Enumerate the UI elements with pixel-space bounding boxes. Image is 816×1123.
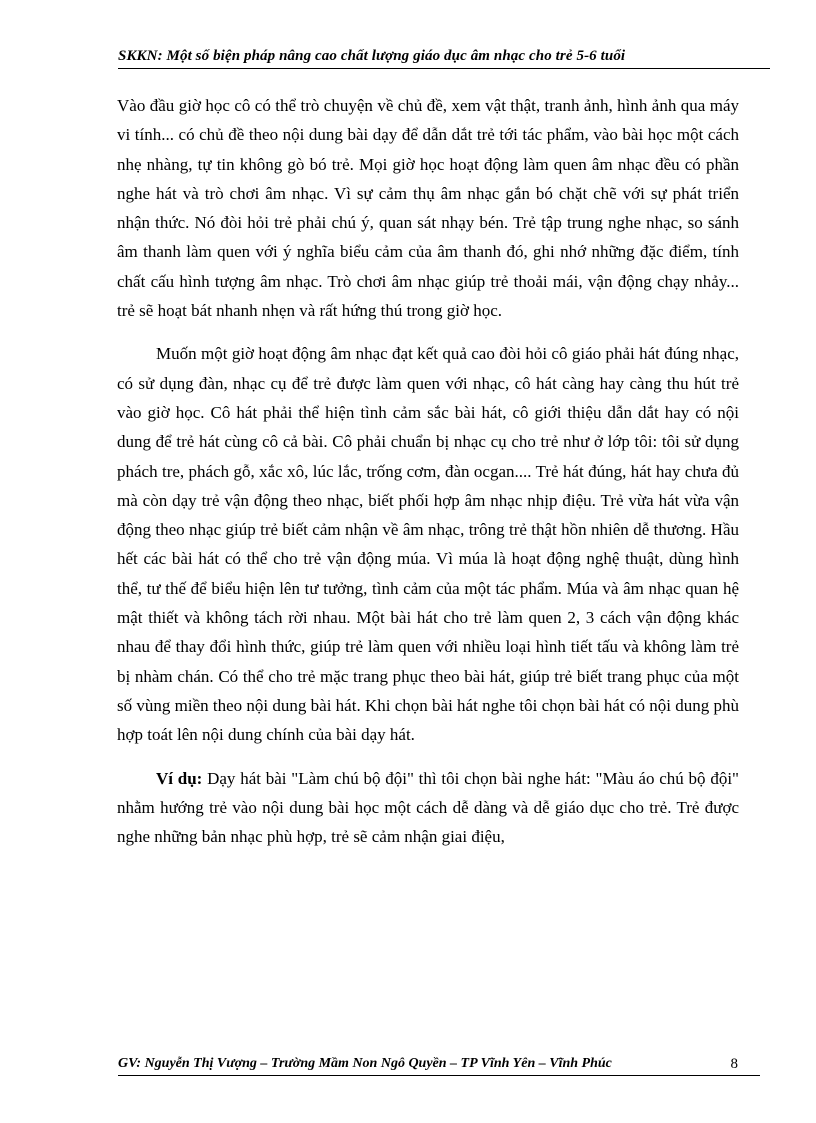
paragraph-3-text: Dạy hát bài "Làm chú bộ đội" thì tôi chọn bài nghe hát: "Màu áo chú bộ đội" nhằm hướng trẻ vào nội dung bài học một cách dễ dàng và dễ giáo dục cho trẻ. Trẻ được nghe những bản nhạc phù hợp, trẻ sẽ cảm nhận giai điệu,	[117, 768, 739, 847]
paragraph-2-text: Muốn một giờ hoạt động âm nhạc đạt kết quả cao đòi hỏi cô giáo phải hát đúng nhạc, có sử dụng đàn, nhạc cụ để trẻ được làm quen với nhạc, cô hát càng hay càng thu hút trẻ vào giờ học. Cô hát phải thể hiện tình cảm sắc bài hát, cô giới thiệu dẫn dắt hay có nội dung để trẻ hát cùng cô cả bài. Cô phải chuẩn bị nhạc cụ cho trẻ như ở lớp tôi: tôi sử dụng phách tre, phách gỗ, xắc xô, lúc lắc, trống cơm, đàn ocgan.... Trẻ hát đúng, hát hay chưa đủ mà còn dạy trẻ vận động theo nhạc, biết phối hợp âm nhạc nhịp điệu. Trẻ vừa hát vừa vận động theo nhạc giúp trẻ biết cảm nhận về âm nhạc, trông trẻ thật hồn nhiên dễ thương. Hầu hết các bài hát có thể cho trẻ vận động múa. Vì múa là hoạt động nghệ thuật, dùng hình thể, tư thế để biểu hiện lên tư tưởng, tình cảm của một tác phẩm. Múa và âm nhạc quan hệ mật thiết và không tách rời nhau. Một bài hát cho trẻ làm quen 2, 3 cách vận động khác nhau để thay đổi hình thức, giúp trẻ làm quen với nhiều loại hình tiết tấu và không làm trẻ bị nhàm chán. Có thể cho trẻ mặc trang phục theo bài hát, giúp trẻ biết trang phục của một số vùng miền theo nội dung bài hát. Khi chọn bài hát nghe tôi chọn bài hát có nội dung phù hợp toát lên nội dung chính của bài dạy hát.	[117, 344, 739, 745]
paragraph-3	[117, 764, 739, 852]
header-title: SKKN: Một số biện pháp nâng cao chất lượng giáo dục âm nhạc cho trẻ 5-6 tuổi	[118, 48, 626, 64]
footer-author: GV: Nguyễn Thị Vượng – Trường Mầm Non Ngô Quyền – TP Vĩnh Yên – Vĩnh Phúc	[118, 1056, 612, 1071]
paragraph-1-text: Vào đầu giờ học cô có thể trò chuyện về chủ đề, xem vật thật, tranh ảnh, hình ảnh qua máy vi tính... có chủ đề theo nội dung bài dạy để dẫn dắt trẻ tới tác phẩm, vào bài học một cách nhẹ nhàng, tự tin không gò bó trẻ. Mọi giờ học hoạt động làm quen âm nhạc đều có phần nghe hát và trò chơi âm nhạc. Vì sự cảm thụ âm nhạc gắn bó chặt chẽ với sự phát triển nhận thức. Nó đòi hỏi trẻ phải chú ý, quan sát nhạy bén. Trẻ tập trung nghe nhạc, so sánh âm thanh làm quen với ý nghĩa biểu cảm của âm thanh đó, ghi nhớ những đặc điểm, tính chất cấu hình tượng âm nhạc. Trò chơi âm nhạc giúp trẻ thoải mái, vận động chạy nhảy... trẻ sẽ hoạt bát nhanh nhẹn và rất hứng thú trong giờ học.	[117, 96, 739, 321]
page-number: 8	[730, 1056, 738, 1072]
page-footer	[118, 1056, 760, 1076]
paragraph-2	[117, 339, 739, 749]
document-body	[117, 91, 739, 865]
page-header	[118, 48, 770, 69]
example-lead: Ví dụ:	[156, 768, 203, 788]
paragraph-1	[117, 91, 739, 325]
